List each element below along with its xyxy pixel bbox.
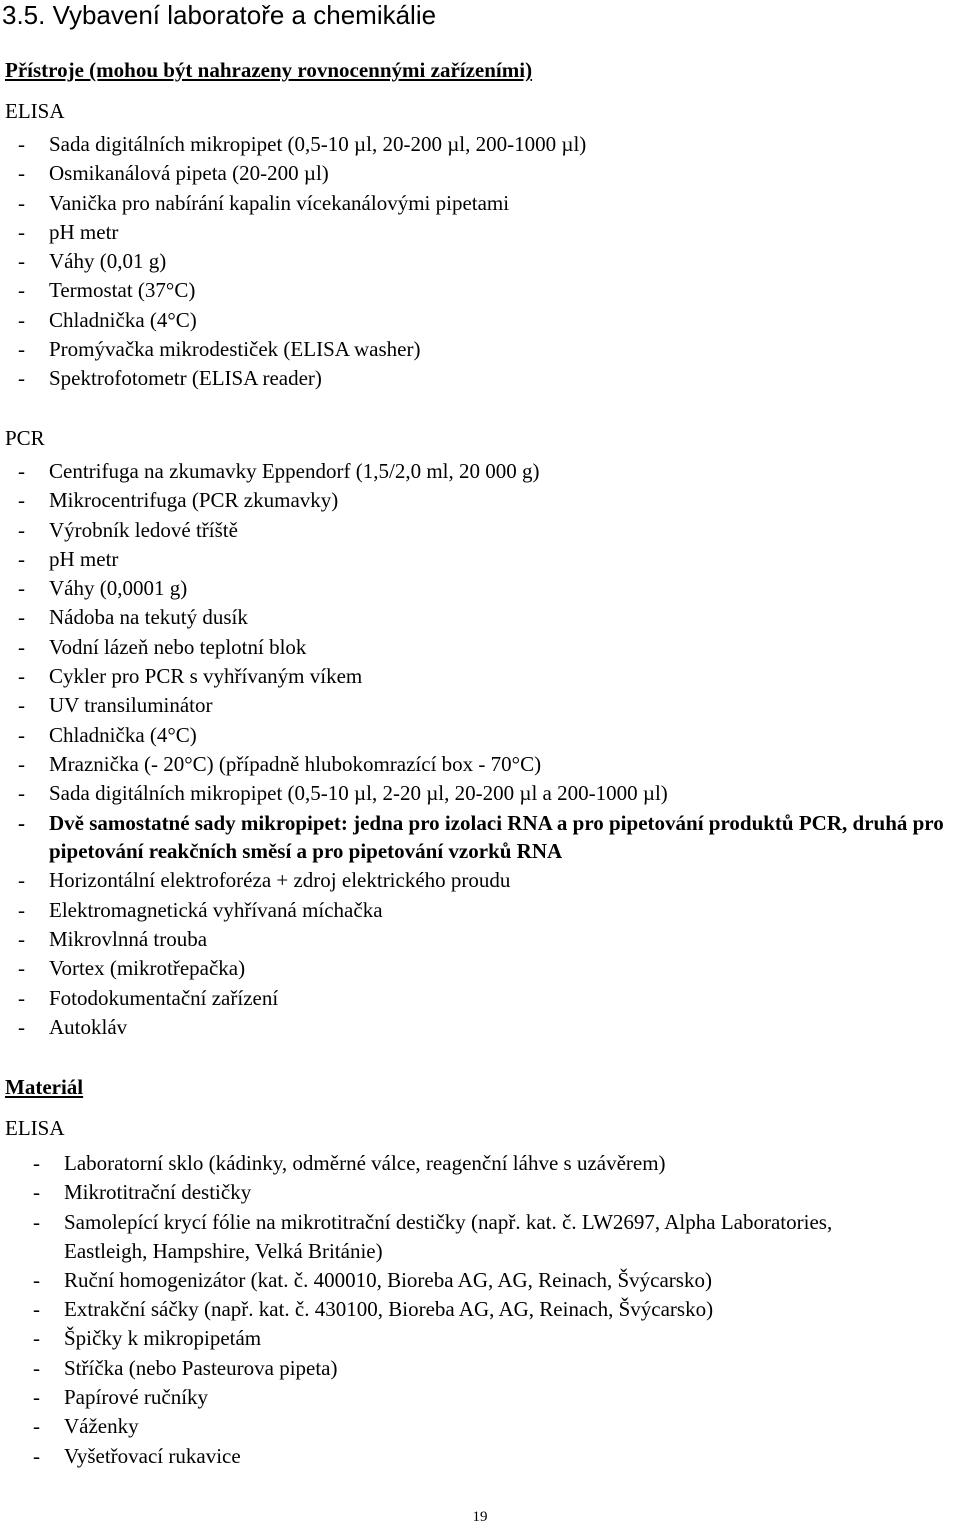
- equipment-heading: Přístroje (mohou být nahrazeny rovnocennými zařízeními): [5, 58, 533, 82]
- dash-bullet: -: [18, 249, 25, 274]
- list-item: - Mikrocentrifuga (PCR zkumavky): [18, 486, 960, 515]
- dash-bullet: -: [33, 1355, 40, 1380]
- page-number: 19: [472, 1509, 488, 1525]
- dash-bullet: -: [33, 1414, 40, 1439]
- dash-bullet: -: [18, 576, 25, 601]
- list-item: - Horizontální elektroforéza + zdroj elektrického proudu: [18, 866, 960, 895]
- dash-bullet: -: [18, 810, 25, 835]
- dash-bullet: -: [18, 634, 25, 659]
- dash-bullet: -: [18, 337, 25, 362]
- list-item: - Extrakční sáčky (např. kat. č. 430100, Bioreba AG, AG, Reinach, Švýcarsko): [33, 1295, 904, 1324]
- list-item: - Termostat (37°C): [18, 276, 586, 305]
- dash-bullet: -: [18, 132, 25, 156]
- dash-bullet: -: [33, 1297, 40, 1322]
- dash-bullet: -: [33, 1180, 40, 1205]
- list-item: - Stříčka (nebo Pasteurova pipeta): [33, 1354, 904, 1383]
- list-item: - Ruční homogenizátor (kat. č. 400010, Bioreba AG, AG, Reinach, Švýcarsko): [33, 1266, 904, 1295]
- list-item: - Fotodokumentační zařízení: [18, 984, 960, 1013]
- list-item: - Vanička pro nabírání kapalin vícekanálovými pipetami: [18, 189, 586, 218]
- list-item: - Váhy (0,01 g): [18, 247, 586, 276]
- list-item: - Vyšetřovací rukavice: [33, 1442, 904, 1471]
- dash-bullet: -: [18, 219, 25, 244]
- dash-bullet: -: [33, 1267, 40, 1292]
- dash-bullet: -: [18, 459, 25, 483]
- list-item: - Spektrofotometr (ELISA reader): [18, 364, 586, 393]
- list-item: - Osmikanálová pipeta (20-200 µl): [18, 159, 586, 188]
- dash-bullet: -: [18, 488, 25, 513]
- material-heading: Materiál: [5, 1075, 84, 1099]
- list-item: - Vortex (mikrotřepačka): [18, 954, 960, 983]
- list-item: - Mraznička (- 20°C) (případně hlubokomrazící box - 70°C): [18, 750, 960, 779]
- dash-bullet: -: [18, 1014, 25, 1039]
- list-item: - Laboratorní sklo (kádinky, odměrné válce, reagenční láhve s uzávěrem): [33, 1149, 904, 1178]
- dash-bullet: -: [18, 722, 25, 747]
- dash-bullet: -: [18, 751, 25, 776]
- list-item: - Autokláv: [18, 1013, 960, 1042]
- list-item: - Váhy (0,0001 g): [18, 574, 960, 603]
- list-item: - pH metr: [18, 545, 960, 574]
- pcr-equipment-list: [18, 457, 960, 1042]
- elisa-equipment-list: [18, 130, 586, 394]
- dash-bullet: -: [18, 956, 25, 981]
- list-item: - Výrobník ledové tříště: [18, 516, 960, 545]
- list-item-bold: - Dvě samostatné sady mikropipet: jedna pro izolaci RNA a pro pipetování produktů PCR, druhá pro pipetování reakčních směsí a pro pipetování vzorků RNA: [18, 810, 944, 864]
- list-item: - Mikrovlnná trouba: [18, 925, 960, 954]
- list-item: - Špičky k mikropipetám: [33, 1324, 904, 1353]
- material-elisa-list: [33, 1149, 904, 1471]
- dash-bullet: -: [18, 161, 25, 186]
- dash-bullet: -: [18, 190, 25, 215]
- dash-bullet: -: [18, 985, 25, 1010]
- list-item: - Samolepící krycí fólie na mikrotitrační destičky (např. kat. č. LW2697, Alpha Laboratories, Eastleigh, Hampshire, Velká Británie): [33, 1209, 833, 1263]
- list-item: - UV transiluminátor: [18, 691, 960, 720]
- list-item: - Vodní lázeň nebo teplotní blok: [18, 633, 960, 662]
- dash-bullet: -: [18, 366, 25, 391]
- dash-bullet: -: [18, 781, 25, 806]
- list-item: - Elektromagnetická vyhřívaná míchačka: [18, 896, 960, 925]
- list-item: - Váženky: [33, 1412, 904, 1441]
- dash-bullet: -: [33, 1385, 40, 1410]
- list-item: - pH metr: [18, 218, 586, 247]
- list-item: - Chladnička (4°C): [18, 306, 586, 335]
- dash-bullet: -: [18, 278, 25, 303]
- list-item: - Sada digitálních mikropipet (0,5-10 µl, 2-20 µl, 20-200 µl a 200-1000 µl): [18, 779, 960, 808]
- list-item: - Centrifuga na zkumavky Eppendorf (1,5/2,0 ml, 20 000 g): [18, 457, 960, 486]
- dash-bullet: -: [18, 605, 25, 630]
- dash-bullet: -: [18, 307, 25, 332]
- list-item: - Chladnička (4°C): [18, 721, 960, 750]
- dash-bullet: -: [18, 897, 25, 922]
- dash-bullet: -: [18, 546, 25, 571]
- dash-bullet: -: [33, 1443, 40, 1468]
- list-item: - Nádoba na tekutý dusík: [18, 603, 960, 632]
- list-item: - Sada digitálních mikropipet (0,5-10 µl, 20-200 µl, 200-1000 µl): [18, 130, 586, 159]
- elisa-equipment-label: ELISA: [5, 99, 65, 123]
- dash-bullet: -: [33, 1209, 40, 1234]
- list-item: - Papírové ručníky: [33, 1383, 904, 1412]
- pcr-equipment-label: PCR: [5, 426, 45, 450]
- chapter-title: 3.5. Vybavení laboratoře a chemikálie: [2, 0, 437, 30]
- dash-bullet: -: [33, 1326, 40, 1351]
- dash-bullet: -: [18, 664, 25, 689]
- list-item: - Cykler pro PCR s vyhřívaným víkem: [18, 662, 960, 691]
- dash-bullet: -: [18, 517, 25, 542]
- dash-bullet: -: [33, 1151, 40, 1175]
- list-item: - Mikrotitrační destičky: [33, 1178, 904, 1207]
- dash-bullet: -: [18, 926, 25, 951]
- material-elisa-label: ELISA: [5, 1116, 65, 1140]
- list-item: - Promývačka mikrodestiček (ELISA washer): [18, 335, 586, 364]
- dash-bullet: -: [18, 693, 25, 718]
- dash-bullet: -: [18, 868, 25, 893]
